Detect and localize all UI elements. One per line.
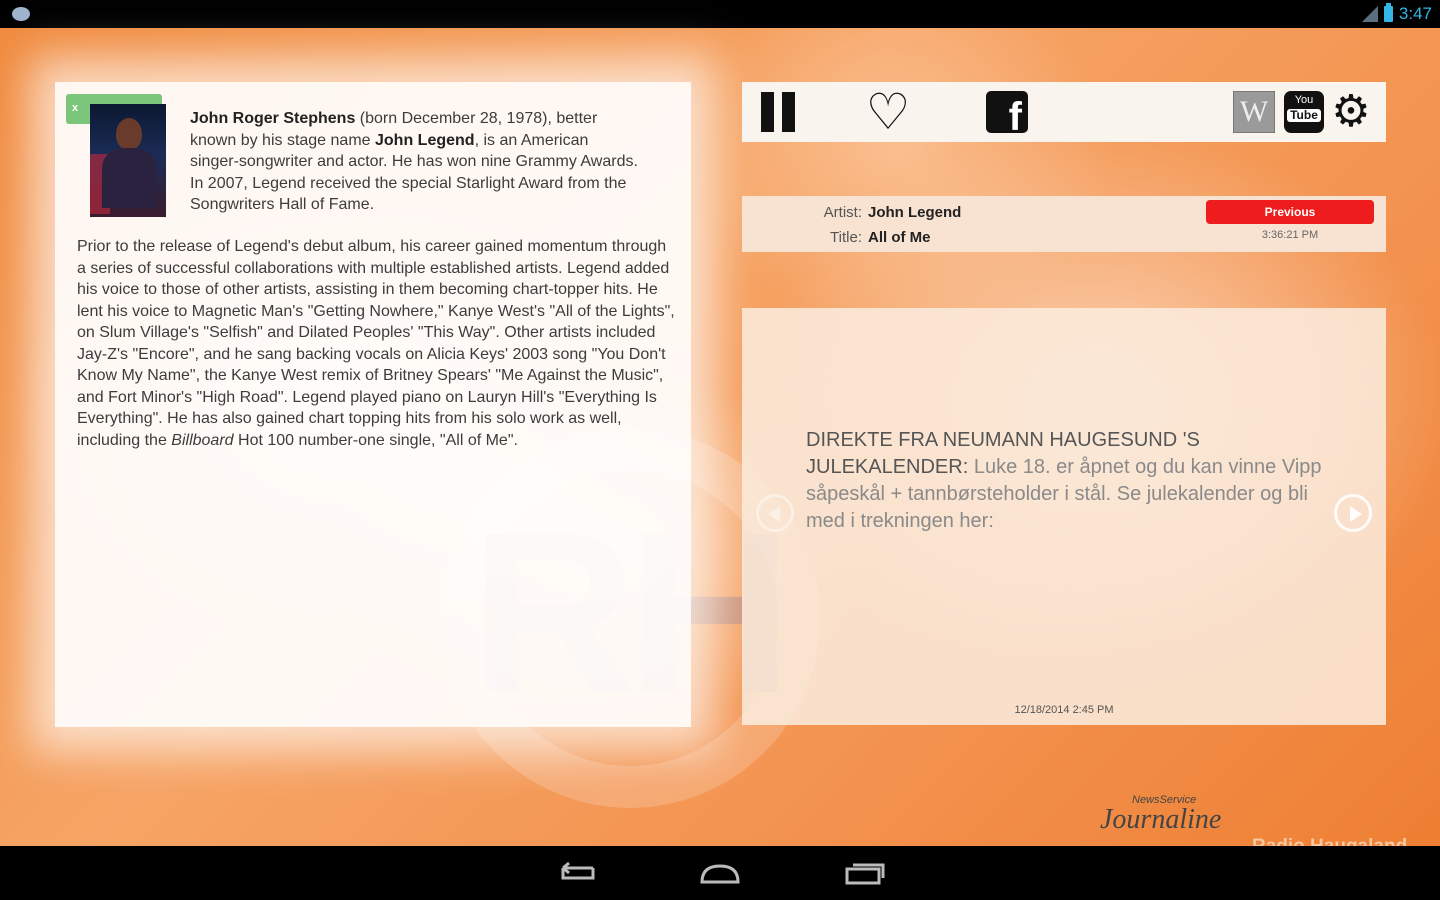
news-previous-button[interactable] bbox=[756, 494, 794, 532]
news-body: Luke 18. er åpnet og du kan vinne Vipp såpeskål + tannbørsteholder i stål. Se julekalender og bli med i trekningen her: bbox=[806, 456, 1322, 532]
system-nav-bar bbox=[0, 846, 1440, 900]
status-bar bbox=[0, 0, 1440, 28]
gear-icon: ⚙ bbox=[1331, 87, 1371, 136]
recents-icon[interactable] bbox=[843, 860, 887, 886]
youtube-icon: You Tube bbox=[1284, 91, 1324, 133]
app-notification-icon bbox=[12, 7, 30, 21]
news-headline: DIREKTE FRA NEUMANN HAUGESUND 'S JULEKALENDER: bbox=[806, 429, 1200, 478]
artist-value: John Legend bbox=[868, 204, 962, 221]
news-next-button[interactable] bbox=[1334, 494, 1372, 532]
close-icon: x bbox=[72, 102, 79, 114]
artist-photo bbox=[90, 104, 166, 217]
pause-button[interactable] bbox=[754, 88, 802, 136]
previous-button[interactable]: Previous bbox=[1206, 200, 1374, 224]
back-icon[interactable] bbox=[555, 860, 599, 886]
youtube-button[interactable] bbox=[1282, 88, 1326, 136]
settings-button[interactable] bbox=[1328, 88, 1374, 136]
facebook-icon: f bbox=[986, 91, 1028, 133]
news-panel bbox=[742, 308, 1386, 725]
artist-label: Artist: bbox=[823, 204, 862, 221]
now-playing-info bbox=[742, 196, 1386, 252]
title-label: Title: bbox=[830, 229, 862, 246]
status-icons bbox=[1362, 3, 1432, 25]
main-screen bbox=[0, 28, 1440, 846]
heart-icon: ♡ bbox=[865, 84, 911, 140]
player-toolbar bbox=[742, 82, 1386, 142]
wikipedia-icon: W bbox=[1233, 91, 1275, 133]
facebook-share-button[interactable] bbox=[984, 88, 1030, 139]
favorite-button[interactable] bbox=[860, 84, 916, 140]
bio-stage-name: John Legend bbox=[375, 131, 475, 149]
pause-icon bbox=[761, 92, 774, 132]
clock: 3:47 bbox=[1398, 4, 1432, 23]
news-timestamp: 12/18/2014 2:45 PM bbox=[1014, 704, 1114, 716]
title-value: All of Me bbox=[868, 229, 931, 246]
home-icon[interactable] bbox=[698, 860, 742, 886]
news-text bbox=[806, 427, 1330, 535]
wikipedia-button[interactable] bbox=[1232, 88, 1276, 136]
bio-body-text: Prior to the release of Legend's debut album, his career gained momentum through a series of successful collaborations with multiple established artists. Legend added his voice to those of other artists, assisting in them becoming chart-topper hits. He lent his voice to Magnetic Man's "Getting Nowhere," Kanye West's "All of the Lights", on Slum Village's "Selfish" and Dilated Peoples' "This Way". Other artists included Jay-Z's "Encore", and he sang backing vocals on Alicia Keys' 2003 song "You Don't Know My Name", the Kanye West remix of Britney Spears' "Me Against the Music", and Fort Minor's "High Road". Legend played piano on Lauryn Hill's "Everything Is Everything". He has also gained chart topping hits from his solo work as well, including the Billboard Hot 100 number-one single, "All of Me". bbox=[77, 238, 675, 449]
bio-intro-text: John Roger Stephens (born December 28, 1978), better known by his stage name John Legend, is an American singer-songwriter and actor. He has won nine Grammy Awards. In 2007, Legend received the special Starlight Award from the Songwriters Hall of Fame. bbox=[190, 110, 638, 213]
play-time: 3:36:21 PM bbox=[1261, 229, 1319, 241]
signal-icon bbox=[1362, 6, 1378, 22]
journaline-logo: NewsService Journaline bbox=[1100, 794, 1222, 835]
battery-icon bbox=[1384, 6, 1393, 22]
bio-full-name: John Roger Stephens bbox=[190, 110, 356, 127]
